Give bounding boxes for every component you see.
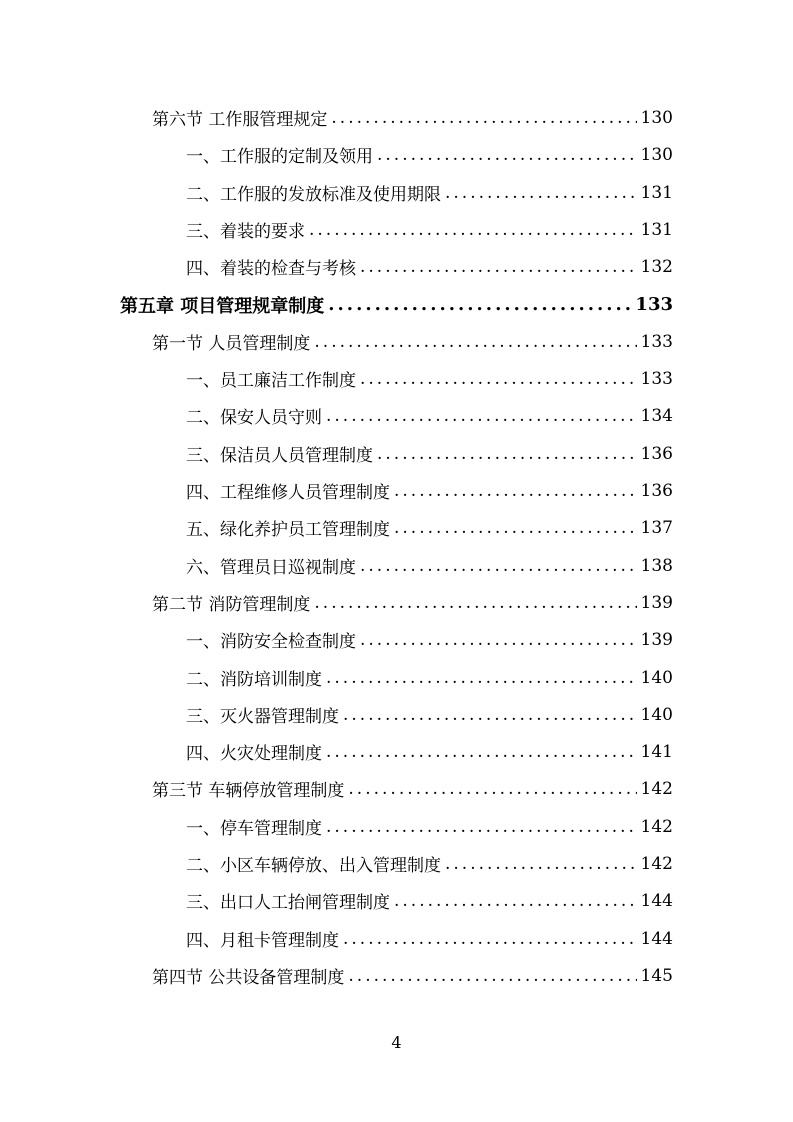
toc-dot-leader bbox=[348, 779, 636, 799]
toc-entry-page: 144 bbox=[640, 890, 673, 911]
toc-entry-label: 一、消防安全检查制度 bbox=[186, 632, 356, 652]
toc-entry-page: 145 bbox=[640, 965, 673, 986]
toc-dot-leader bbox=[360, 630, 637, 650]
toc-entry-page: 141 bbox=[640, 741, 673, 762]
toc-dot-leader bbox=[360, 257, 637, 277]
toc-entry[interactable] bbox=[186, 136, 673, 173]
toc-dot-leader bbox=[309, 220, 637, 240]
toc-dot-leader bbox=[360, 556, 637, 576]
toc-entry-label: 三、灭火器管理制度 bbox=[186, 707, 339, 727]
toc-entry-label: 四、月租卡管理制度 bbox=[186, 931, 339, 951]
toc-entry[interactable] bbox=[186, 808, 673, 845]
toc-entry-page: 130 bbox=[640, 144, 673, 165]
toc-dot-leader bbox=[326, 406, 637, 426]
toc-entry[interactable] bbox=[186, 472, 673, 509]
toc-entry-label: 二、小区车辆停放、出入管理制度 bbox=[186, 856, 441, 876]
toc-dot-leader bbox=[445, 854, 637, 874]
toc-dot-leader bbox=[360, 369, 637, 389]
toc-entry-label: 一、工作服的定制及领用 bbox=[186, 147, 373, 167]
toc-entry-page: 131 bbox=[640, 219, 673, 240]
toc-dot-leader bbox=[348, 966, 636, 986]
toc-entry-page: 130 bbox=[640, 107, 673, 128]
toc-entry-page: 136 bbox=[640, 443, 673, 464]
toc-entry-page: 137 bbox=[640, 517, 673, 538]
toc-entry[interactable] bbox=[120, 286, 673, 323]
toc-dot-leader bbox=[326, 742, 637, 762]
toc-entry-label: 三、出口人工抬闸管理制度 bbox=[186, 893, 390, 913]
toc-entry-label: 一、员工廉洁工作制度 bbox=[186, 371, 356, 391]
toc-entry-page: 139 bbox=[640, 592, 673, 613]
toc-dot-leader bbox=[343, 929, 637, 949]
toc-entry[interactable] bbox=[186, 659, 673, 696]
toc-dot-leader bbox=[394, 891, 637, 911]
toc-entry-label: 二、工作服的发放标准及使用期限 bbox=[186, 185, 441, 205]
toc-entry[interactable] bbox=[152, 957, 673, 994]
toc-dot-leader bbox=[394, 481, 637, 501]
toc-dot-leader bbox=[314, 593, 636, 613]
toc-entry-page: 138 bbox=[640, 555, 673, 576]
toc-entry-label: 二、消防培训制度 bbox=[186, 670, 322, 690]
toc-entry-label: 三、着装的要求 bbox=[186, 222, 305, 242]
toc-entry-label: 第一节 人员管理制度 bbox=[152, 334, 311, 354]
toc-entry[interactable] bbox=[186, 920, 673, 957]
page-number: 4 bbox=[391, 1033, 402, 1052]
toc-dot-leader bbox=[377, 444, 637, 464]
toc-entry-page: 134 bbox=[640, 405, 673, 426]
toc-entry-label: 第六节 工作服管理规定 bbox=[152, 110, 328, 130]
toc-entry[interactable] bbox=[186, 360, 673, 397]
toc-entry-page: 139 bbox=[640, 629, 673, 650]
toc-dot-leader bbox=[331, 108, 636, 128]
toc-entry-page: 131 bbox=[640, 182, 673, 203]
toc-entry[interactable] bbox=[186, 733, 673, 770]
toc-entry-page: 133 bbox=[635, 294, 673, 315]
toc-entry[interactable] bbox=[186, 509, 673, 546]
toc-entry-label: 四、着装的检查与考核 bbox=[186, 259, 356, 279]
toc-entry-page: 142 bbox=[640, 853, 673, 874]
toc-entry-label: 第二节 消防管理制度 bbox=[152, 595, 311, 615]
toc-entry-label: 四、火灾处理制度 bbox=[186, 744, 322, 764]
toc-entry-label: 二、保安人员守则 bbox=[186, 408, 322, 428]
toc-entry[interactable] bbox=[186, 435, 673, 472]
toc-entry-page: 144 bbox=[640, 928, 673, 949]
toc-entry[interactable] bbox=[186, 845, 673, 882]
toc-entry-label: 五、绿化养护员工管理制度 bbox=[186, 520, 390, 540]
toc-entry-page: 142 bbox=[640, 778, 673, 799]
toc-dot-leader bbox=[328, 294, 631, 315]
toc-entry-page: 140 bbox=[640, 667, 673, 688]
toc-entry-page: 132 bbox=[640, 256, 673, 277]
toc-dot-leader bbox=[445, 183, 637, 203]
toc-entry[interactable] bbox=[186, 696, 673, 733]
toc-entry[interactable] bbox=[152, 584, 673, 621]
toc-entry-page: 136 bbox=[640, 480, 673, 501]
toc-entry[interactable] bbox=[186, 547, 673, 584]
toc-entry[interactable] bbox=[186, 211, 673, 248]
toc-entry[interactable] bbox=[186, 882, 673, 919]
toc-entry[interactable] bbox=[186, 174, 673, 211]
toc-entry[interactable] bbox=[186, 621, 673, 658]
toc-entry-page: 133 bbox=[640, 368, 673, 389]
toc-entry-label: 四、工程维修人员管理制度 bbox=[186, 483, 390, 503]
toc-entry-label: 三、保洁员人员管理制度 bbox=[186, 446, 373, 466]
toc-entry[interactable] bbox=[186, 397, 673, 434]
toc-dot-leader bbox=[326, 817, 637, 837]
toc-entry-label: 六、管理员日巡视制度 bbox=[186, 558, 356, 578]
toc-entry[interactable] bbox=[152, 770, 673, 807]
toc-dot-leader bbox=[314, 332, 636, 352]
toc-dot-leader bbox=[326, 668, 637, 688]
toc-entry[interactable] bbox=[152, 323, 673, 360]
toc-dot-leader bbox=[343, 705, 637, 725]
toc-entry-label: 一、停车管理制度 bbox=[186, 819, 322, 839]
toc-dot-leader bbox=[394, 518, 637, 538]
toc-entry-page: 142 bbox=[640, 816, 673, 837]
toc-entry-page: 133 bbox=[640, 331, 673, 352]
toc-entry-label: 第三节 车辆停放管理制度 bbox=[152, 781, 345, 801]
toc-entry-label: 第四节 公共设备管理制度 bbox=[152, 968, 345, 988]
toc-entry[interactable] bbox=[152, 99, 673, 136]
toc-dot-leader bbox=[377, 145, 637, 165]
toc-entry-label: 第五章 项目管理规章制度 bbox=[120, 295, 325, 317]
toc-entry[interactable] bbox=[186, 248, 673, 285]
toc-entry-page: 140 bbox=[640, 704, 673, 725]
